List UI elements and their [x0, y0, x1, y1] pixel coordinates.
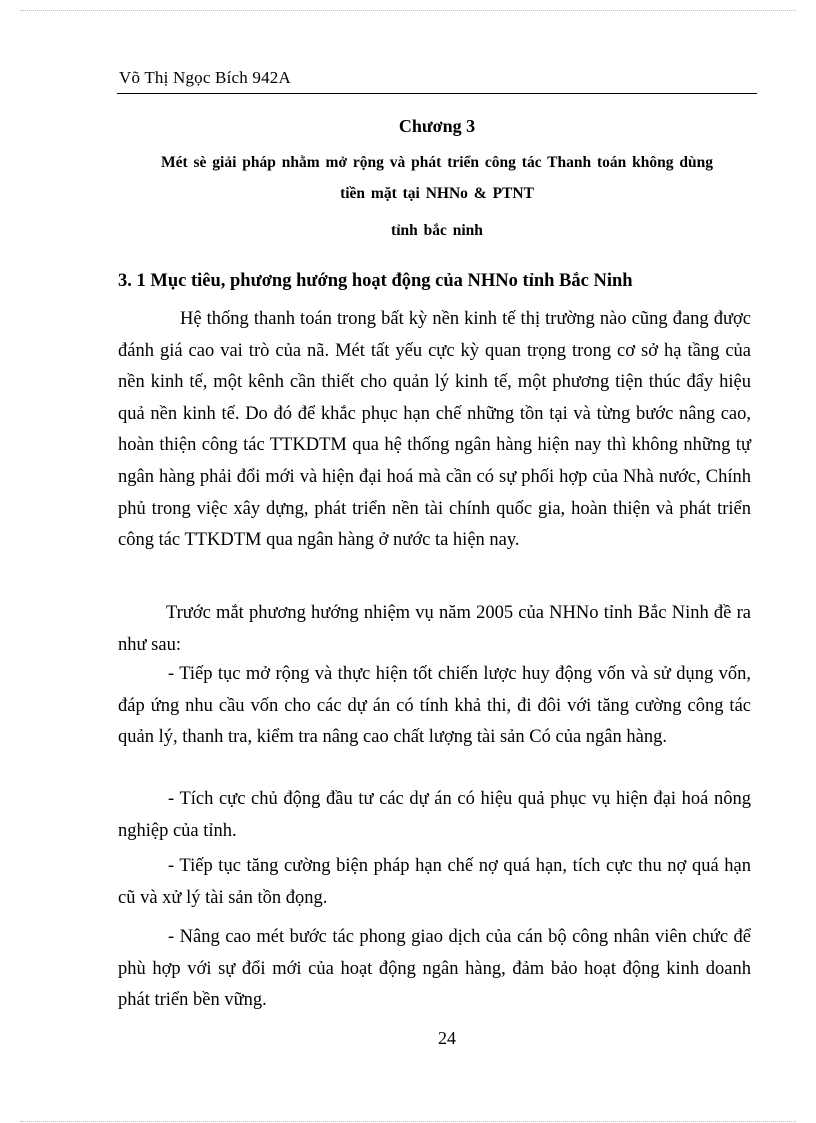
chapter-subtitle-line-3: tỉnh bắc ninh [391, 222, 483, 239]
paragraph-intro: Hệ thống thanh toán trong bất kỳ nền kinh tế thị trường nào cũng đang được đánh giá cao vai trò của nã. Mét tất yếu cực kỳ quan trọng trong cơ sở hạ tầng của nền kinh tế, một kênh cần thiết cho quản lý kinh tế, một phương tiện thúc đẩy hiệu quả nền kinh tế. Do đó để khắc phục hạn chế những tồn tại và từng bước nâng cao, hoàn thiện công tác TTKDTM qua hệ thống ngân hàng hiện nay thì không những tự ngân hàng phải đổi mới và hiện đại hoá mà cần có sự phối hợp của Nhà nước, Chính phủ trong việc xây dựng, phát triển nền tài chính quốc gia, hoàn thiện và phát triển công tác TTKDTM qua ngân hàng ở nước ta hiện nay. [118, 309, 751, 551]
bullet-item-3: - Tiếp tục tăng cường biện pháp hạn chế nợ quá hạn, tích cực thu nợ quá hạn cũ và xử lý tài sản tồn đọng. [118, 856, 751, 908]
running-header-author: Võ Thị Ngọc Bích 942A [119, 68, 291, 87]
chapter-subtitle-line-1: Mét sè giải pháp nhằm mở rộng và phát triển công tác Thanh toán không dùng [160, 154, 714, 171]
page-border-bottom [20, 1121, 796, 1122]
bullet-item-2: - Tích cực chủ động đầu tư các dự án có hiệu quả phục vụ hiện đại hoá nông nghiệp của tỉnh. [118, 789, 751, 841]
page-border-top [20, 10, 796, 11]
chapter-title: Chương 3 [398, 116, 476, 136]
header-rule [117, 93, 757, 94]
section-heading: 3. 1 Mục tiêu, phương hướng hoạt động của NHNo tỉnh Bắc Ninh [118, 271, 633, 291]
bullet-item-4: - Nâng cao mét bước tác phong giao dịch của cán bộ công nhân viên chức để phù hợp với sự đổi mới của hoạt động ngân hàng, đảm bảo hoạt động kinh doanh phát triển bền vững. [118, 927, 751, 1011]
bullet-item-1: - Tiếp tục mở rộng và thực hiện tốt chiến lược huy động vốn và sử dụng vốn, đáp ứng nhu cầu vốn cho các dự án có tính khả thi, đi đôi với tăng cường công tác quản lý, thanh tra, kiểm tra nâng cao chất lượng tài sản Có của ngân hàng. [118, 664, 751, 748]
chapter-subtitle-line-2: tiền mặt tại NHNo & PTNT [340, 185, 534, 202]
paragraph-direction: Trước mắt phương hướng nhiệm vụ năm 2005 của NHNo tỉnh Bắc Ninh đề ra như sau: [118, 603, 751, 655]
page-number: 24 [438, 1028, 456, 1048]
